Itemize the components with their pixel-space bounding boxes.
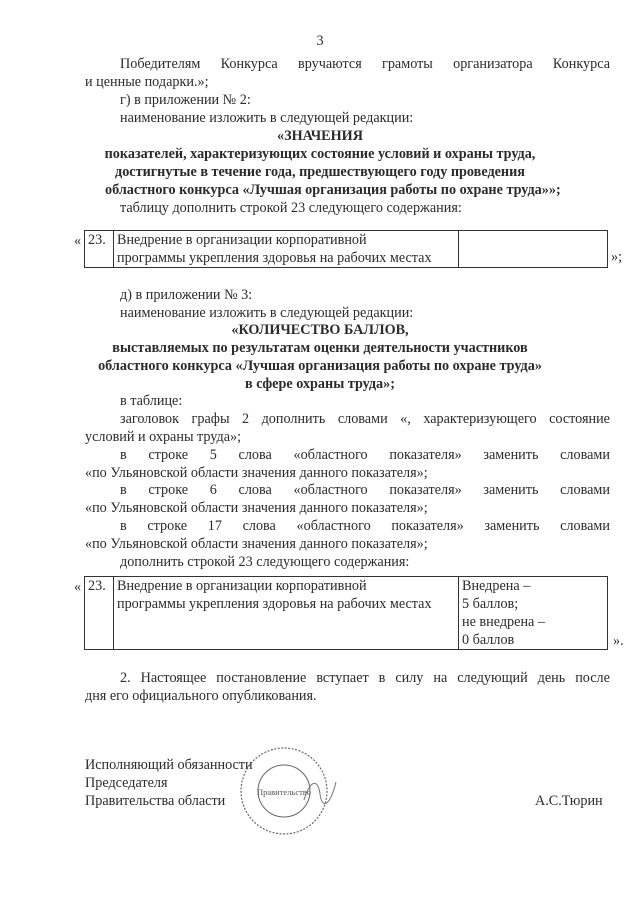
paragraph-line: дня его официального опубликования. <box>85 688 317 704</box>
word: Конкурса <box>552 56 610 72</box>
section-title: «ЗНАЧЕНИЯ <box>277 128 363 144</box>
word: организатора <box>453 56 533 72</box>
word: следующий <box>457 670 528 686</box>
word: Настоящее <box>140 670 207 686</box>
score-text: 0 баллов <box>462 632 515 648</box>
indicator-cell <box>114 231 459 268</box>
indicator-text: программы укрепления здоровья на рабочих местах <box>117 250 432 266</box>
word: заголовок <box>120 411 180 427</box>
signature-position: Председателя <box>85 775 168 791</box>
word: слова <box>238 482 272 498</box>
section-title: областного конкурса «Лучшая организация работы по охране труда» <box>98 358 542 374</box>
word: слова <box>242 518 276 534</box>
word: графы <box>191 411 230 427</box>
word: день <box>537 670 566 686</box>
paragraph-line <box>120 669 610 687</box>
word: заменить <box>483 447 539 463</box>
word: словами <box>560 482 610 498</box>
close-quote: ». <box>613 633 624 649</box>
word: характеризующего <box>423 411 537 427</box>
word: строке <box>147 518 188 534</box>
indicator-text: Внедрение в организации корпоративной <box>117 578 367 594</box>
word: Победителям <box>120 56 201 72</box>
score-text: не внедрена – <box>462 614 545 630</box>
word: слова <box>238 447 272 463</box>
signature-position: Исполняющий обязанности <box>85 757 253 773</box>
paragraph-line <box>120 55 610 73</box>
paragraph-line <box>120 410 610 428</box>
word: 5 <box>209 447 217 463</box>
row-number: 23. <box>85 577 114 650</box>
open-quote: « <box>74 233 82 249</box>
paragraph-line: в таблице: <box>120 393 183 409</box>
word: словами <box>560 447 610 463</box>
paragraph-line: дополнить строкой 23 следующего содержания: <box>120 554 410 570</box>
paragraph-line: «по Ульяновской области значения данного показателя»; <box>85 465 428 481</box>
word: «областного <box>296 518 371 534</box>
paragraph-line: таблицу дополнить строкой 23 следующего содержания: <box>120 200 462 216</box>
indicator-text: Внедрение в организации корпоративной <box>117 232 367 248</box>
word: показателя» <box>389 482 462 498</box>
word: строке <box>148 482 189 498</box>
paragraph-line: г) в приложении № 2: <box>120 92 251 108</box>
word: Конкурса <box>220 56 278 72</box>
close-quote: »; <box>611 249 623 265</box>
word: силу <box>395 670 424 686</box>
section-title: областного конкурса «Лучшая организация работы по охране труда»»; <box>105 182 561 198</box>
section-title: «КОЛИЧЕСТВО БАЛЛОВ, <box>231 322 409 338</box>
row-number: 23. <box>85 231 114 268</box>
word: в <box>120 482 127 498</box>
word: показателя» <box>391 518 464 534</box>
paragraph-line: и ценные подарки.»; <box>85 74 209 90</box>
value-cell <box>459 231 608 268</box>
word: «областного <box>293 447 368 463</box>
score-text: 5 баллов; <box>462 596 519 612</box>
word: вручаются <box>298 56 362 72</box>
paragraph-line: «по Ульяновской области значения данного показателя»; <box>85 536 428 552</box>
word: строке <box>148 447 189 463</box>
section-title: в сфере охраны труда»; <box>245 376 395 392</box>
paragraph-line <box>120 517 610 535</box>
score-text: Внедрена – <box>462 578 531 594</box>
section-title: достигнутые в течение года, предшествующего году проведения <box>115 164 525 180</box>
stamp-label: Правительство <box>256 787 312 797</box>
word: в <box>120 518 127 534</box>
word: 2. <box>120 670 131 686</box>
word: заменить <box>483 482 539 498</box>
paragraph-line <box>120 481 610 499</box>
word: заменить <box>484 518 540 534</box>
paragraph-line: наименование изложить в следующей редакции: <box>120 305 414 321</box>
word: грамоты <box>382 56 433 72</box>
word: словами <box>560 518 610 534</box>
word: «областного <box>293 482 368 498</box>
indicator-cell <box>114 577 459 650</box>
table-row-23-second <box>84 576 608 650</box>
indicator-text: программы укрепления здоровья на рабочих местах <box>117 596 432 612</box>
signer-name: А.С.Тюрин <box>535 793 603 809</box>
page-number: 3 <box>316 33 324 49</box>
section-title: выставляемых по результатам оценки деятельности участников <box>112 340 528 356</box>
word: в <box>120 447 127 463</box>
word: на <box>433 670 448 686</box>
paragraph-line: условий и охраны труда»; <box>85 429 242 445</box>
word: словами <box>337 411 388 427</box>
table-row-23-first <box>84 230 608 268</box>
word: постановление <box>216 670 307 686</box>
word: «, <box>400 411 411 427</box>
value-cell <box>459 577 608 650</box>
word: вступает <box>316 670 369 686</box>
signature-position: Правительства области <box>85 793 226 809</box>
word: состояние <box>549 411 610 427</box>
open-quote: « <box>74 579 82 595</box>
paragraph-line: «по Ульяновской области значения данного показателя»; <box>85 500 428 516</box>
word: дополнить <box>261 411 326 427</box>
word: 6 <box>209 482 217 498</box>
word: в <box>378 670 386 686</box>
paragraph-line: д) в приложении № 3: <box>120 287 253 303</box>
paragraph-line <box>120 446 610 464</box>
section-title: показателей, характеризующих состояние условий и охраны труда, <box>104 146 536 162</box>
word: показателя» <box>389 447 462 463</box>
word: 2 <box>241 411 250 427</box>
handwritten-signature <box>300 770 340 810</box>
word: после <box>575 670 610 686</box>
paragraph-line: наименование изложить в следующей редакции: <box>120 110 414 126</box>
word: 17 <box>207 518 222 534</box>
